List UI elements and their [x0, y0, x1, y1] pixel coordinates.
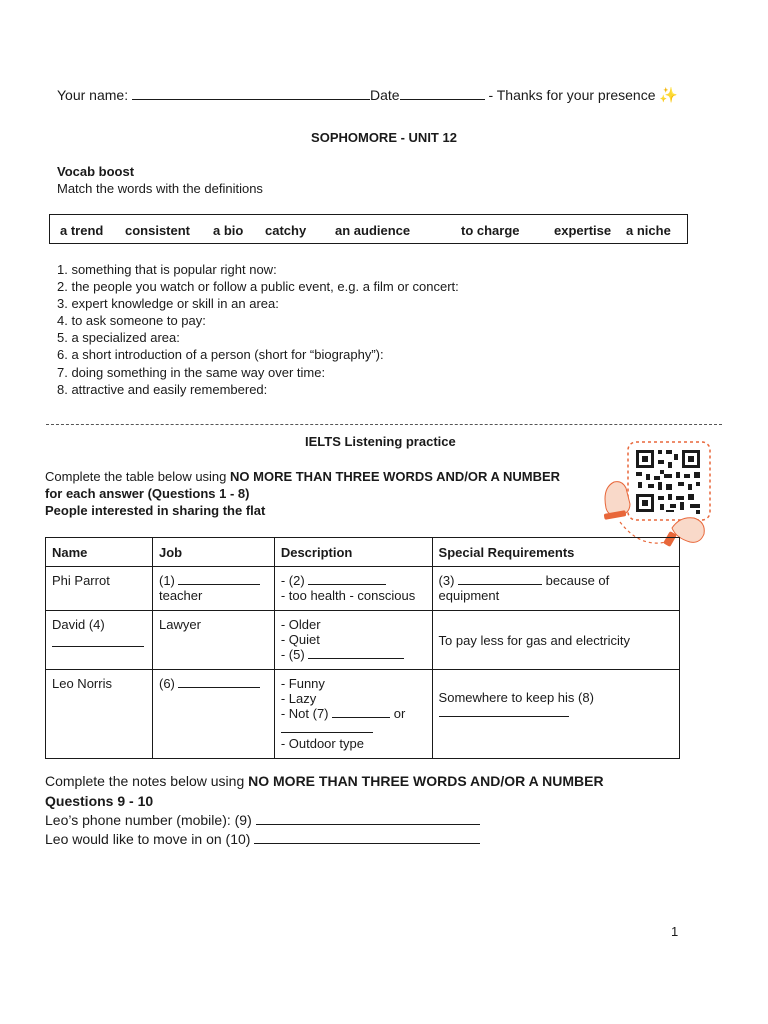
table-row	[46, 567, 680, 611]
cell-name: Leo Norris	[46, 670, 153, 759]
answer-blank-10[interactable]	[254, 832, 480, 844]
page-title: SOPHOMORE - UNIT 12	[311, 130, 457, 145]
instruction-text: Complete the notes below using	[45, 773, 249, 789]
column-header: Name	[46, 538, 153, 567]
definition-item: 7. doing something in the same way over time:	[57, 365, 326, 380]
thanks-text: - Thanks for your presence	[484, 87, 660, 103]
cell-requirements: To pay less for gas and electricity	[432, 611, 679, 670]
answer-blank-4[interactable]	[52, 636, 144, 647]
cell-job	[152, 670, 274, 759]
questions-range: for each answer (Questions 1 - 8)	[45, 486, 250, 501]
definition-item: 6. a short introduction of a person (short for “biography”):	[57, 347, 384, 362]
cell-text: equipment	[438, 588, 500, 603]
cell-text: teacher	[158, 588, 203, 603]
answer-blank-3[interactable]	[458, 574, 542, 585]
cell-text: - Quiet	[280, 632, 320, 647]
table-subtitle: People interested in sharing the flat	[45, 503, 266, 518]
definition-item: 1. something that is popular right now:	[57, 262, 277, 277]
definition-item: 8. attractive and easily remembered:	[57, 382, 268, 397]
word-item: to charge	[461, 223, 520, 238]
word-item: an audience	[335, 223, 411, 238]
cell-requirements	[432, 670, 679, 759]
cell-text: - Outdoor type	[280, 736, 364, 751]
date-blank[interactable]	[400, 88, 485, 100]
answer-blank-7[interactable]	[332, 707, 390, 718]
definition-item: 2. the people you watch or follow a public event, e.g. a film or concert:	[57, 279, 459, 294]
question-10	[45, 831, 480, 847]
definition-item: 4. to ask someone to pay:	[57, 313, 206, 328]
word-item: consistent	[125, 223, 191, 238]
cell-text: - Funny	[280, 676, 325, 691]
definition-item: 5. a specialized area:	[57, 330, 180, 345]
question-text: Leo would like to move in on (10)	[45, 831, 255, 847]
notes-instruction	[45, 773, 604, 789]
answer-blank-9[interactable]	[256, 813, 480, 825]
cell-text: because of	[542, 573, 610, 588]
notes-questions-range: Questions 9 - 10	[45, 793, 154, 809]
section-divider	[46, 424, 722, 425]
answer-blank-2[interactable]	[308, 574, 386, 585]
vocab-heading: Vocab boost	[57, 164, 135, 179]
page-number: 1	[671, 924, 679, 939]
question-label: (1)	[158, 573, 179, 588]
question-text: Leo’s phone number (mobile): (9)	[45, 812, 256, 828]
word-item: a trend	[60, 223, 104, 238]
instruction-emphasis: NO MORE THAN THREE WORDS AND/OR A NUMBER	[248, 773, 604, 789]
word-bank	[49, 214, 688, 244]
cell-text: - Lazy	[280, 691, 317, 706]
cell-job: Lawyer	[152, 611, 274, 670]
sparkle-icon: ✨	[659, 87, 679, 104]
answer-blank-7b[interactable]	[281, 722, 373, 733]
qr-code-icon	[600, 438, 720, 550]
question-label: - (2)	[280, 573, 309, 588]
cell-name: Phi Parrot	[46, 567, 153, 611]
question-label: - (5)	[280, 647, 309, 662]
cell-text: - Older	[280, 617, 321, 632]
cell-requirements	[432, 567, 679, 611]
cell-text: Somewhere to keep his (8)	[438, 690, 594, 705]
question-9	[45, 812, 480, 828]
answer-blank-5[interactable]	[308, 648, 404, 659]
cell-job	[152, 567, 274, 611]
word-item: a bio	[213, 223, 244, 238]
table-instruction	[45, 469, 560, 484]
cell-text: - too health - conscious	[280, 588, 416, 603]
date-label: Date	[369, 87, 400, 103]
word-item: expertise	[554, 223, 612, 238]
name-blank[interactable]	[132, 88, 370, 100]
header-line	[57, 86, 678, 104]
cell-name	[46, 611, 153, 670]
vocab-instruction: Match the words with the definitions	[57, 181, 263, 196]
name-label: Your name:	[57, 87, 132, 103]
word-item: a niche	[626, 223, 671, 238]
column-header: Job	[152, 538, 274, 567]
cell-description	[274, 611, 432, 670]
qr-code-graphic	[600, 438, 720, 550]
question-label: (3)	[438, 573, 459, 588]
cell-text: David (4)	[52, 617, 105, 632]
instruction-text: Complete the table below using	[45, 469, 231, 484]
question-label: (6)	[158, 676, 179, 691]
table-header-row	[46, 538, 680, 567]
table-row	[46, 611, 680, 670]
cell-text: or	[390, 706, 406, 721]
word-item: catchy	[265, 223, 307, 238]
flatmates-table	[45, 537, 680, 759]
answer-blank-6[interactable]	[178, 677, 260, 688]
definition-item: 3. expert knowledge or skill in an area:	[57, 296, 279, 311]
cell-description	[274, 567, 432, 611]
column-header: Special Requirements	[432, 538, 679, 567]
mitten-left-icon	[604, 482, 630, 520]
instruction-emphasis: NO MORE THAN THREE WORDS AND/OR A NUMBER	[230, 469, 561, 484]
answer-blank-1[interactable]	[178, 574, 260, 585]
question-label: - Not (7)	[280, 706, 333, 721]
cell-description	[274, 670, 432, 759]
table-row	[46, 670, 680, 759]
column-header: Description	[274, 538, 432, 567]
listening-heading: IELTS Listening practice	[305, 434, 456, 449]
answer-blank-8[interactable]	[439, 706, 569, 717]
